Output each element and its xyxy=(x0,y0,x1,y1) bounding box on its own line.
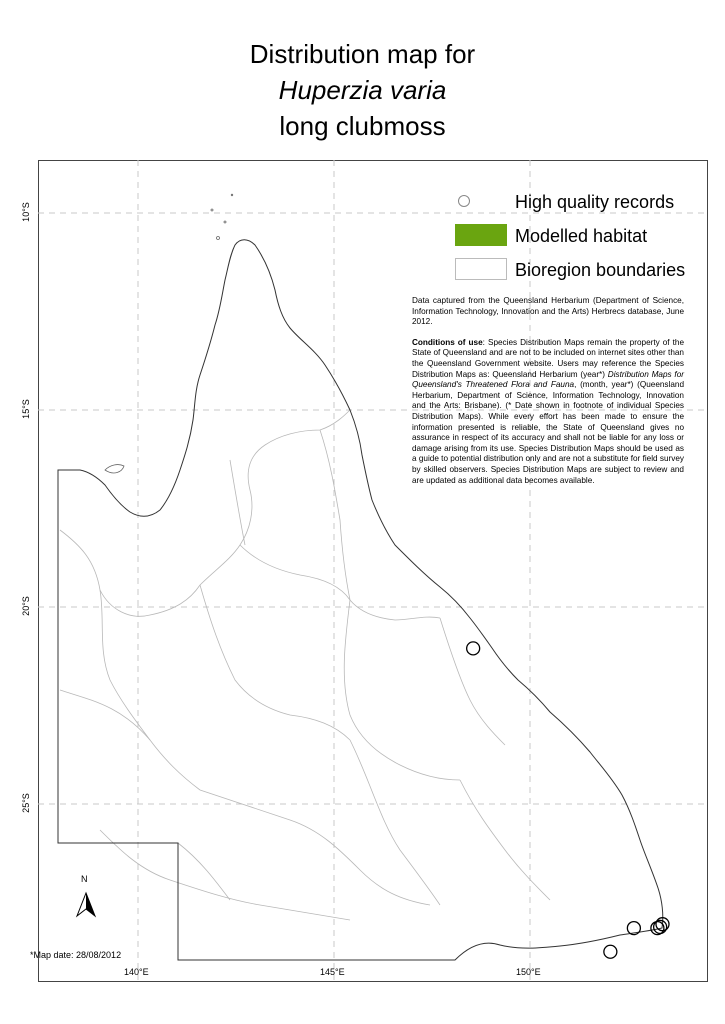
records-layer xyxy=(467,642,669,958)
legend-habitat-label: Modelled habitat xyxy=(515,226,648,246)
common-name: long clubmoss xyxy=(279,111,446,141)
lat-label-10s: 10°S xyxy=(20,202,31,222)
title-line-1: Distribution map for xyxy=(249,39,476,69)
map-date: *Map date: 28/08/2012 xyxy=(30,950,122,960)
conditions-note xyxy=(412,338,684,486)
lat-label-20s: 20°S xyxy=(20,596,31,616)
record-marker-1 xyxy=(467,642,480,655)
lat-label-25s: 25°S xyxy=(20,793,31,813)
record-marker-2 xyxy=(604,945,617,958)
conditions-heading: Conditions of use xyxy=(412,337,483,347)
data-source-note: Data captured from the Queensland Herbarium (Department of Science, Information Technology, Innovation and the Arts) Herbrecs database, June 2012. xyxy=(412,296,684,327)
map-notes xyxy=(412,296,684,496)
conditions-part1: : Species Distribution Maps remain the property of the State of Queensland and are not to be included on internet sites other than the Queensland Government website. Users may reference the Species Distribution Maps as: Queensland Herbarium (year*) xyxy=(412,337,685,379)
bioregion-swatch-icon xyxy=(455,258,507,280)
habitat-swatch-icon xyxy=(455,224,507,246)
north-arrow-icon xyxy=(77,893,95,916)
north-letter: N xyxy=(81,874,88,884)
species-name: Huperzia varia xyxy=(278,75,447,105)
islands xyxy=(105,194,233,473)
conditions-italic: Distribution Maps for Queensland's Threatened Flora and Fauna xyxy=(412,369,684,390)
lon-label-140e: 140°E xyxy=(124,967,149,977)
lon-label-145e: 145°E xyxy=(320,967,345,977)
lon-label-150e: 150°E xyxy=(516,967,541,977)
legend-records-label: High quality records xyxy=(515,192,675,212)
lat-label-15s: 15°S xyxy=(20,399,31,419)
legend-bioregion-label: Bioregion boundaries xyxy=(515,260,686,280)
record-symbol-icon xyxy=(458,195,470,207)
conditions-part2: , (month, year*) (Queensland Herbarium, Department of Science, Information Technology, Innovation and the Arts: Brisbane). (* Date shown in footnote of individual Species Distribution Maps). While every effort has been made to ensure the information presented is reliable, the State of Queensland gives no assurance in respect of its accuracy and shall not be liable for any loss or damage arising from its use. Species Distribution Maps should be used as a guide to potential distribution only and are not a substitute for field survey by skilled observers. Species Distribution Maps are subject to review and are updated as additional data becomes available. xyxy=(412,380,684,485)
